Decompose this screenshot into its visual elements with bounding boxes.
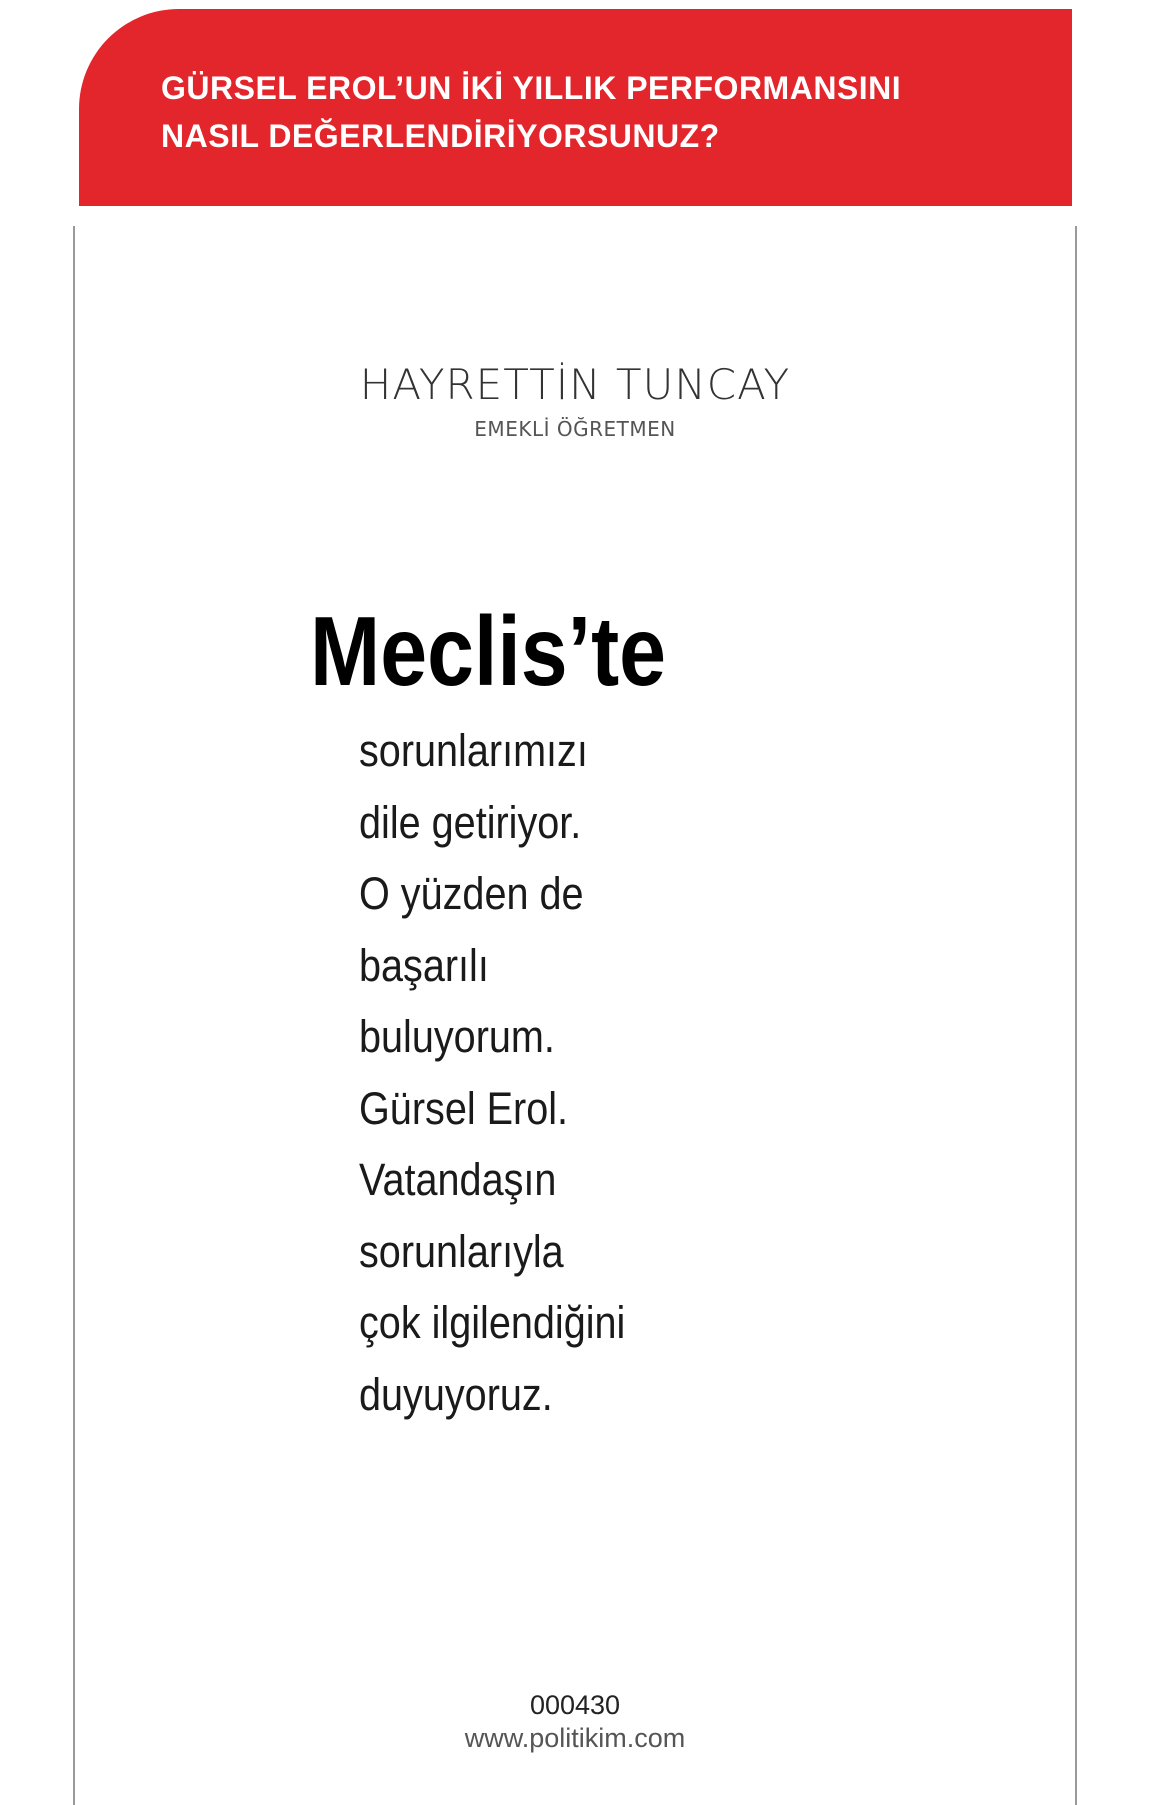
header-question-line-2: NASIL DEĞERLENDİRİYORSUNUZ? (161, 118, 720, 154)
quote-line: dile getiriyor. (359, 796, 582, 848)
quote-line: O yüzden de (359, 868, 584, 919)
frame-left-border (73, 226, 75, 1805)
header-banner (79, 9, 1072, 206)
footer-code: 000430 (529, 1690, 621, 1720)
quote-line: sorunlarımızı (359, 725, 588, 776)
quote-line: başarılı (359, 939, 489, 991)
quote-line: duyuyoruz. (359, 1368, 553, 1420)
quote-line: sorunlarıyla (359, 1225, 564, 1277)
quote-line: Gürsel Erol. (359, 1082, 569, 1134)
author-name: HAYRETTİN TUNCAY (359, 360, 791, 409)
quote-line: buluyorum. (359, 1011, 555, 1062)
quote-headline: Meclis’te (310, 596, 667, 706)
quote-body (359, 715, 662, 1430)
frame-right-border (1075, 226, 1077, 1805)
footer-url[interactable]: www.politikim.com (464, 1723, 686, 1753)
quote-line: Vatandaşın (359, 1154, 557, 1205)
author-title: EMEKLİ ÖĞRETMEN (474, 417, 676, 441)
quote-line: çok ilgilendiğini (359, 1297, 626, 1348)
header-question-line-1: GÜRSEL EROL’UN İKİ YILLIK PERFORMANSINI (161, 70, 902, 106)
